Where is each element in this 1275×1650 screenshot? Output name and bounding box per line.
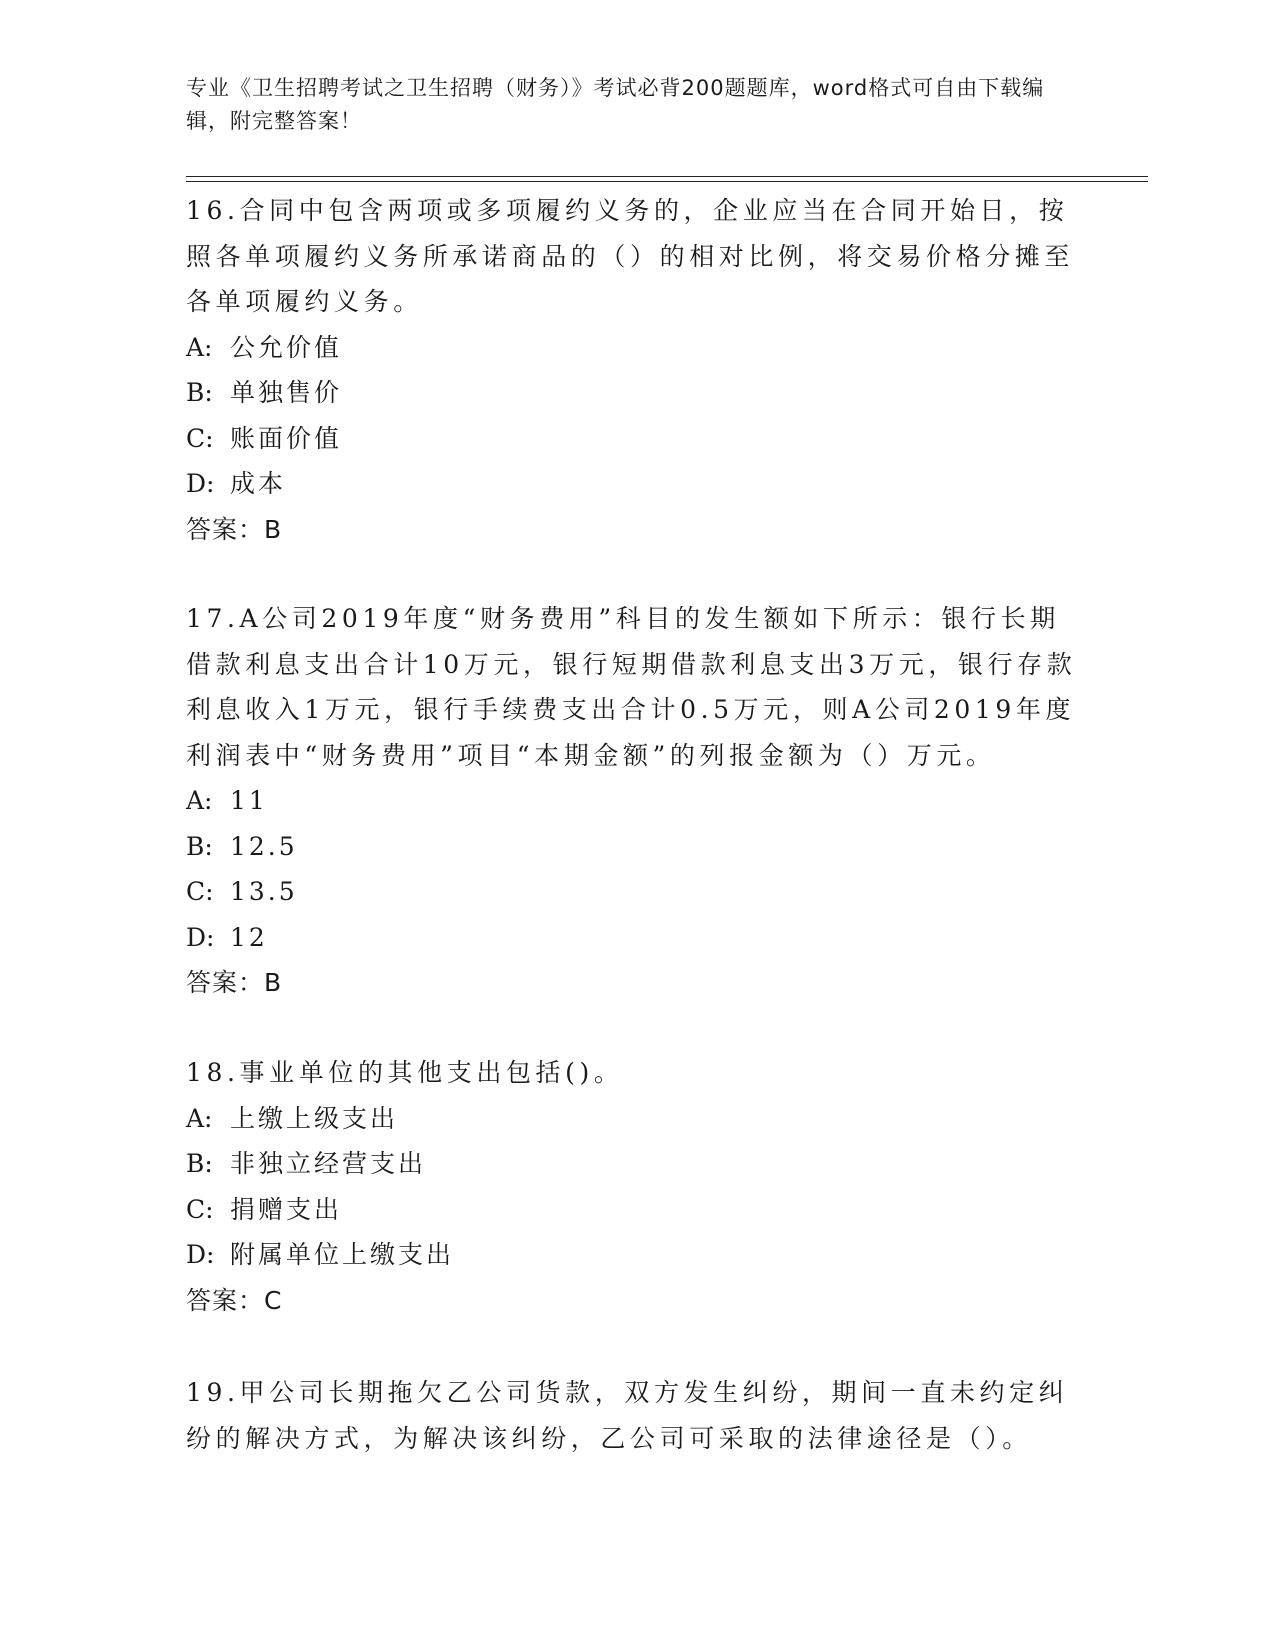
option-text: 11 — [230, 786, 268, 815]
option-text: 非独立经营支出 — [230, 1149, 427, 1178]
option-key: C: — [186, 1194, 214, 1224]
question-17 — [186, 596, 1086, 1006]
option-b — [186, 1141, 1086, 1187]
option-text: 成本 — [230, 469, 287, 498]
option-key: D: — [186, 922, 215, 952]
option-key: B: — [186, 378, 213, 407]
option-b — [186, 370, 1086, 416]
question-19 — [186, 1370, 1086, 1461]
option-a — [186, 325, 1086, 371]
option-d — [186, 915, 1086, 961]
option-text: 单独售价 — [230, 378, 343, 407]
option-a — [186, 1096, 1086, 1142]
question-stem: 19.甲公司长期拖欠乙公司货款，双方发生纠纷，期间一直未约定纠纷的解决方式，为解决该纠纷，乙公司可采取的法律途径是（）。 — [186, 1378, 1069, 1453]
option-text: 12 — [230, 922, 268, 952]
option-key: C: — [186, 423, 214, 453]
answer: 答案：C — [186, 1285, 283, 1315]
question-stem: 18.事业单位的其他支出包括()。 — [186, 1058, 624, 1087]
header-rule-top — [186, 176, 1148, 177]
option-key: B: — [186, 831, 213, 861]
option-text: 公允价值 — [230, 332, 343, 362]
option-key: D: — [186, 1240, 215, 1269]
option-text: 附属单位上缴支出 — [230, 1240, 455, 1269]
answer: 答案：B — [186, 514, 283, 544]
question-stem: 16.合同中包含两项或多项履约义务的，企业应当在合同开始日，按照各单项履约义务所承诺商品的（）的相对比例，将交易价格分摊至各单项履约义务。 — [186, 196, 1075, 316]
option-key: C: — [186, 877, 214, 906]
option-d — [186, 461, 1086, 507]
option-c — [186, 869, 1086, 915]
document-header: 专业《卫生招聘考试之卫生招聘（财务）》考试必背200题题库，word格式可自由下载编辑，附完整答案！ — [186, 76, 1045, 133]
option-key: A: — [186, 786, 213, 815]
option-key: A: — [186, 1103, 213, 1133]
option-key: A: — [186, 332, 213, 362]
question-16 — [186, 188, 1086, 552]
option-d — [186, 1232, 1086, 1278]
option-key: D: — [186, 469, 215, 498]
option-c — [186, 1187, 1086, 1233]
question-18 — [186, 1050, 1086, 1323]
option-c — [186, 416, 1086, 462]
option-text: 捐赠支出 — [230, 1194, 343, 1224]
option-b — [186, 824, 1086, 870]
option-text: 13.5 — [230, 877, 298, 906]
option-text: 上缴上级支出 — [230, 1103, 399, 1133]
option-text: 账面价值 — [230, 423, 343, 453]
option-a — [186, 778, 1086, 824]
question-stem: 17.A公司2019年度“财务费用”科目的发生额如下所示：银行长期借款利息支出合计10万元，银行短期借款利息支出3万元，银行存款利息收入1万元，银行手续费支出合计0.5万元，则A公司2019年度利润表中“财务费用”项目“本期金额”的列报金额为（）万元。 — [186, 604, 1077, 770]
header-rule-bottom — [186, 181, 1148, 182]
option-key: B: — [186, 1149, 213, 1178]
option-text: 12.5 — [230, 831, 298, 861]
answer: 答案：B — [186, 968, 283, 997]
